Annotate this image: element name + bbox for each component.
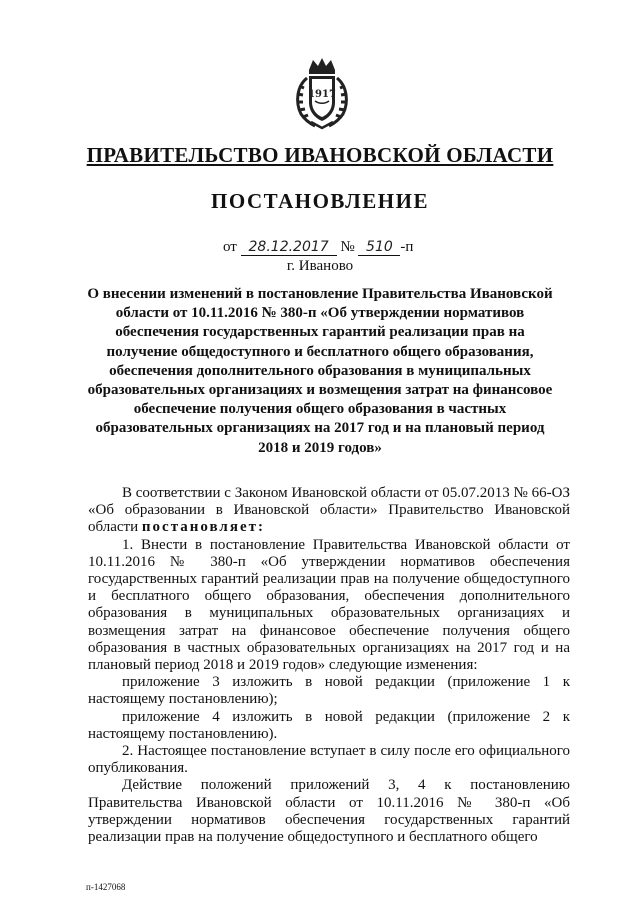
svg-text:1917: 1917 xyxy=(308,89,336,100)
footer-code: п-1427068 xyxy=(86,882,126,892)
intro-paragraph: В соответствии с Законом Ивановской области от 05.07.2013 № 66-ОЗ «Об образовании в Ивановской области» Правительство Ивановской области постановляет: xyxy=(88,485,570,536)
item-2: 2. Настоящее постановление вступает в силу после его официального опубликования. xyxy=(88,743,570,777)
item-1: 1. Внести в постановление Правительства Ивановской области от 10.11.2016 № 380-п «Об утверждении нормативов обеспечения государственных гарантий реализации прав на получение общедоступного и бесплатного общего образования, обеспечения дополнительного образования в муниципальных образовательных организациях и возмещения затрат на финансовое обеспечение получения общего образования в частных образовательных организациях на 2017 год и на плановый период 2018 и 2019 годов» следующие изменения: xyxy=(88,536,570,674)
resolution-verb: постановляет: xyxy=(141,519,265,536)
document-number: 510 xyxy=(358,239,400,256)
item-1-amendment-b: приложение 4 изложить в новой редакции (приложение 2 к настоящему постановлению). xyxy=(88,708,570,742)
document-subject: О внесении изменений в постановление Правительства Ивановской области от 10.11.2016 № 380-п «Об утверждении нормативов обеспечения государственных гарантий реализации прав на получение общедоступного и бесплатного общего образования, обеспечения дополнительного образования в муниципальных образовательных организациях и возмещения затрат на финансовое обеспечение получения общего образования в частных образовательных организациях на 2017 год и на плановый период 2018 и 2019 годов» xyxy=(87,286,553,456)
number-suffix: -п xyxy=(400,239,414,255)
item-3: Действие положений приложений 3, 4 к постановлению Правительства Ивановской области от 10.11.2016 № 380-п «Об утверждении нормативов обеспечения государственных гарантий реализации прав на получение общедоступного и бесплатного общего xyxy=(88,777,570,846)
number-sign: № xyxy=(340,239,355,255)
registration-line xyxy=(223,239,413,256)
document-type: ПОСТАНОВЛЕНИЕ xyxy=(211,189,429,213)
document-body xyxy=(88,485,570,846)
item-1-amendment-a: приложение 3 изложить в новой редакции (приложение 1 к настоящему постановлению); xyxy=(88,674,570,708)
date-prefix: от xyxy=(223,239,237,255)
coat-of-arms-emblem xyxy=(291,56,353,130)
government-title: ПРАВИТЕЛЬСТВО ИВАНОВСКОЙ ОБЛАСТИ xyxy=(86,143,554,167)
document-date: 28.12.2017 xyxy=(241,239,337,256)
city-name: г. Иваново xyxy=(286,258,354,274)
